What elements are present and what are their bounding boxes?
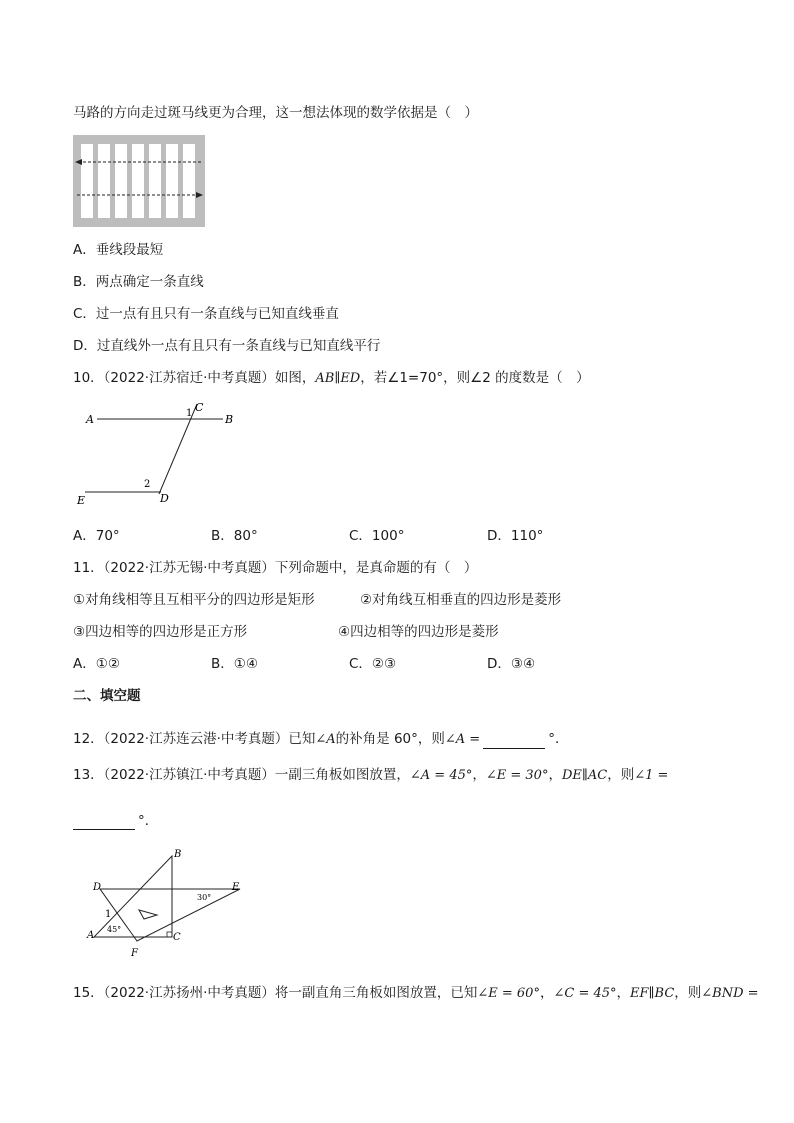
q13-condition-angle-a: ∠A = 45°: [409, 768, 473, 783]
q9-stem-tail: 马路的方向走过斑马线更为合理，这一想法体现的数学依据是（ ）: [73, 105, 478, 121]
q13-stem-text: 13．（2022·江苏镇江·中考真题）一副三角板如图放置，: [73, 767, 410, 783]
q10-figure: [73, 398, 243, 510]
q13-then: ，则: [607, 767, 635, 783]
zebra-stripe: [81, 144, 93, 218]
q13-unit: °．: [138, 813, 159, 829]
q13-answer-line: [73, 812, 158, 830]
q15-condition-angle-e: ∠E = 60°: [477, 986, 540, 1001]
right-angle-marker-c: [167, 932, 172, 937]
q9-option-a: A．垂线段最短: [73, 242, 164, 258]
label-f: F: [131, 948, 138, 958]
triangle-hole: [139, 910, 157, 919]
q13-condition-angle-e: ∠E = 30°: [485, 768, 549, 783]
q10-stem: [73, 369, 590, 388]
q10-stem-part1: 10．（2022·江苏宿迁·中考真题）如图，: [73, 370, 316, 386]
zebra-stripe: [132, 144, 144, 218]
label-e: E: [232, 882, 240, 893]
label-d: D: [160, 492, 169, 505]
zebra-crossing-figure: [73, 135, 205, 227]
label-a: A: [86, 413, 94, 426]
q10-option-b: B．80°: [211, 528, 258, 544]
q10-option-a: A．70°: [73, 528, 120, 544]
q10-option-c: C．100°: [349, 528, 405, 544]
label-b: B: [174, 849, 182, 860]
label-one: 1: [105, 909, 112, 920]
label-e: E: [77, 494, 86, 507]
q15-then: ，则: [674, 985, 702, 1001]
label-one: 1: [186, 408, 193, 419]
q12-unit: °．: [548, 731, 569, 747]
q11-stem: 11．（2022·江苏无锡·中考真题）下列命题中，是真命题的有（ ）: [73, 560, 478, 576]
label-d: D: [93, 882, 102, 893]
q10-stem-part2: ，若∠1=70°，则∠2 的度数是（ ）: [360, 370, 590, 386]
label-two: 2: [144, 479, 151, 490]
section-title-fill-in: 二、填空题: [73, 688, 141, 704]
q11-option-b: B．①④: [211, 656, 258, 672]
label-c: C: [195, 401, 204, 414]
q15-condition-angle-c: ∠C = 45°: [553, 986, 617, 1001]
q11-proposition-1: ①对角线相等且互相平分的四边形是矩形: [73, 592, 315, 608]
zebra-stripe: [166, 144, 178, 218]
q9-option-d: D．过直线外一点有且只有一条直线与已知直线平行: [73, 338, 381, 354]
zebra-stripe: [149, 144, 161, 218]
q15-stem: 15．（2022·江苏扬州·中考真题）将一副直角三角板如图放置，已知∠E = 60°，∠C = 45°，EF∥BC，则∠BND =: [73, 985, 759, 1001]
q12-stem-part1: 12．（2022·江苏连云港·中考真题）已知: [73, 731, 316, 747]
q15-ask: ∠BND =: [701, 986, 759, 1001]
q13-figure: [85, 846, 250, 958]
zebra-stripe: [98, 144, 110, 218]
q11-proposition-4: ④四边相等的四边形是菱形: [338, 624, 499, 640]
q13-ask: ∠1 =: [634, 768, 669, 783]
q12-angle-a: ∠A: [315, 732, 336, 747]
label-b: B: [225, 413, 234, 426]
q12-stem: [73, 730, 568, 749]
q13-condition-parallel: DE∥AC: [561, 768, 608, 783]
q9-option-b: B．两点确定一条直线: [73, 274, 204, 290]
q11-option-d: D．③④: [487, 656, 536, 672]
q11-option-a: A．①②: [73, 656, 120, 672]
zebra-stripe: [115, 144, 127, 218]
q12-stem-part2: 的补角是 60°，则: [335, 731, 445, 747]
label-a: A: [87, 930, 95, 941]
q11-option-c: C．②③: [349, 656, 397, 672]
label-c: C: [173, 932, 181, 943]
q11-proposition-2: ②对角线互相垂直的四边形是菱形: [360, 592, 562, 608]
q13-stem: 13．（2022·江苏镇江·中考真题）一副三角板如图放置，∠A = 45°，∠E = 30°，DE∥AC，则∠1 =: [73, 767, 669, 783]
q13-answer-blank[interactable]: [73, 815, 135, 830]
q9-option-c: C．过一点有且只有一条直线与已知直线垂直: [73, 306, 339, 322]
q10-parallel-condition: AB∥ED: [315, 371, 361, 386]
q11-proposition-3: ③四边相等的四边形是正方形: [73, 624, 248, 640]
q15-stem-text: 15．（2022·江苏扬州·中考真题）将一副直角三角板如图放置，已知: [73, 985, 478, 1001]
zebra-stripe: [183, 144, 195, 218]
label-a45: 45°: [107, 925, 122, 934]
label-a30: 30°: [197, 893, 212, 902]
q12-answer-blank[interactable]: [483, 734, 545, 749]
q12-equation: ∠A =: [444, 732, 481, 747]
q10-option-d: D．110°: [487, 528, 544, 544]
q15-condition-parallel: EF∥BC: [630, 986, 675, 1001]
